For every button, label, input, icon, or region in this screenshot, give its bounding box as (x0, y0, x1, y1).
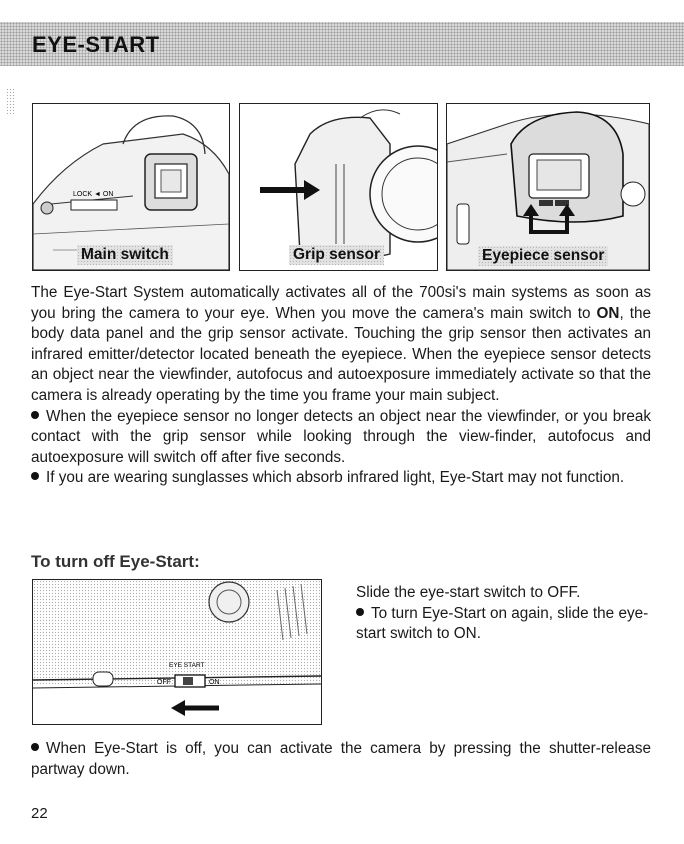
off-text: OFF (157, 679, 171, 686)
footer-bullet (31, 739, 651, 780)
intro-part1: The Eye-Start System automatically activates all of the 700si's main systems as soon as you bring the camera to your eye. When you move the camera's main switch to (31, 284, 651, 322)
bullet-icon (356, 608, 364, 616)
intro-paragraph (31, 283, 651, 407)
body-text (31, 283, 651, 489)
bullet-icon (31, 411, 39, 419)
lock-on-text: LOCK ◄ ON (73, 191, 114, 198)
bullet-item-1 (31, 407, 651, 469)
bullet-item-2 (31, 468, 651, 489)
bullet-icon (31, 472, 39, 480)
grip-sensor-label: Grip sensor (289, 245, 384, 265)
turn-on-bullet (356, 604, 650, 645)
figure-eye-start-switch (32, 579, 322, 725)
eyepiece-sensor-label: Eyepiece sensor (478, 246, 608, 266)
figure-grip-sensor (239, 103, 438, 271)
turn-on-text: To turn Eye-Start on again, slide the eye-start switch to ON. (356, 604, 649, 642)
footer-note (31, 739, 651, 780)
footer-note-text: When Eye-Start is off, you can activate the camera by pressing the shutter-release partway down. (31, 740, 651, 778)
bullet-text-2: If you are wearing sunglasses which absorb infrared light, Eye-Start may not function. (46, 469, 625, 487)
figure-eyepiece-sensor (446, 103, 650, 271)
turn-off-step: Slide the eye-start switch to OFF. (356, 584, 581, 601)
figure-main-switch (32, 103, 230, 271)
page-title: EYE-START (32, 32, 160, 57)
intro-part2: , the body data panel and the grip sensor activate. Touching the grip sensor then activates an infrared emitter/detector located beneath the eyepiece. When the eyepiece sensor detects an object near the viewfinder, autofocus and autoexposure immediately activate so that the camera is already operating by the time you frame your main subject. (31, 304, 651, 404)
margin-mark (6, 88, 16, 116)
section-heading: To turn off Eye-Start: (31, 552, 200, 571)
eye-start-switch-illustration (33, 580, 321, 724)
bullet-icon (31, 743, 39, 751)
page-number: 22 (31, 805, 48, 822)
eye-start-text: EYE START (169, 662, 205, 669)
on-text: ON (209, 679, 220, 686)
turn-off-instructions (356, 583, 650, 645)
bullet-text-1: When the eyepiece sensor no longer detects an object near the viewfinder, or you break contact with the grip sensor while looking through the view-finder, autofocus and autoexposure will switch off after five seconds. (31, 407, 651, 466)
main-switch-label: Main switch (77, 245, 173, 265)
on-emphasis: ON (596, 304, 620, 322)
